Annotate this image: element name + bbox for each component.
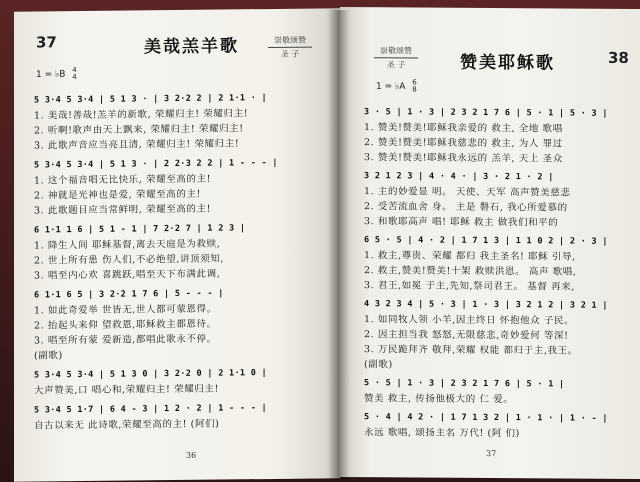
lyric-line: 2. 世上所有患 伤人们,不必绝望,讲顶须知, <box>34 253 224 267</box>
credit-category: 崇敬颂赞 <box>274 35 306 45</box>
lyric-line: 3. 此歌声音应当亮且清, 荣耀归主! 荣耀归主! <box>34 138 240 152</box>
notation-line: 5 · 5 | 1 · 3 | 2 3 2 1 7 6 | 5 · 1 | <box>364 378 565 390</box>
page-number: 37 <box>36 33 57 52</box>
folio: 36 <box>186 450 197 460</box>
lyric-line: 2. 受苦流血舍 身。 主是 磐石, 我心所爱慕的 <box>364 201 568 214</box>
lyric-line: 3. 此歌题目应当常鲜明, 荣耀至高的主! <box>34 203 212 217</box>
folio: 37 <box>486 448 497 459</box>
notation-line: 3 · 5 | 1 · 3 | 2 3 2 1 7 6 | 5 · 1 | 5 · 3 | <box>364 107 608 119</box>
notation-line: 5 3·4 5 3·4 | 5 1 3 0 | 3 2·2 0 | 2 1·1 0 | <box>34 368 267 381</box>
lyric-line: (副歌) <box>34 350 63 362</box>
notation-line: 5 3·4 5 3·4 | 5 1 3 · | 3 2·2 2 | 2 1·1 · | <box>34 93 267 106</box>
right-page <box>340 7 640 479</box>
lyric-line: 1. 这个福音唱无比快乐, 荣耀至高的主! <box>34 173 212 187</box>
lyric-line: 3. 赞美!赞美!耶稣我永远的 羔羊, 天上 圣众 <box>364 152 563 165</box>
key-label: 1 = ♭A <box>376 81 406 92</box>
lyric-line: 2. 神就是光神也是爱, 荣耀至高的主! <box>34 188 201 202</box>
lyric-line: 1. 赞美!赞美!耶稣我亲爱的 救主, 全地 歌唱 <box>364 122 563 135</box>
key-label: 1 = ♭B <box>36 69 66 80</box>
lyric-line: 2. 因主担当我 怒怒,无限慈悲,奇妙爱何 等深! <box>364 329 569 342</box>
lyric-line: 赞美 救主, 传扬他极大的 仁 爱。 <box>364 393 514 406</box>
hymn-credit <box>268 35 312 60</box>
hymn-title: 赞美耶稣歌 <box>460 52 555 74</box>
time-signature: 6 8 <box>412 78 417 94</box>
lyric-line: 3. 唱至所有蒙 爱新造,都唱此歌永不停。 <box>34 333 217 347</box>
lyric-line: 1. 主的妙爱显 明。 天使、天军 高声赞美慈悲 <box>364 186 571 199</box>
lyric-line: 自古以来无 此诗歌,荣耀至高的主! (阿们) <box>34 418 220 432</box>
lyric-line: 3. 万民跪拜齐 敬拜,荣耀 权能 都归于主,我王。 <box>364 344 578 357</box>
credit-category: 崇敬颂赞 <box>380 46 412 56</box>
notation-line: 6 1·1 6 5 | 3 2·2 1 7 6 | 5 - - - | <box>34 288 224 301</box>
notation-line: 5 3·4 5 1·7 | 6 4 - 3 | 1 2 · 2 | 1 - - - | <box>34 403 267 416</box>
lyric-line: 永远 歌唱, 颂扬主名 万代! (阿 们) <box>364 427 520 440</box>
lyric-line: 3. 君王,如冕 于主,先知,祭司君王。 基督 再来, <box>364 280 575 293</box>
left-page <box>14 8 340 481</box>
notation-line: 6 1·1 1 6 | 5 1 - 1 | 7 2·2 7 | 1 2 3 | <box>34 223 246 236</box>
book-gutter <box>328 10 350 480</box>
notation-line: 4 3 2 3 4 | 5 · 3 | 1 · 3 | 3 2 1 2 | 3 2 1 | <box>364 299 608 311</box>
hymn-title: 美哉羔羊歌 <box>144 36 239 58</box>
lyric-line: 1. 美哉!善哉!羔羊的新歌, 荣耀归主! 荣耀归主! <box>34 108 249 122</box>
lyric-line: 2. 赞美!赞美!耶稣我慈悲的 救主, 为人 罪过 <box>364 137 563 150</box>
lyric-line: 2. 抬起头来仰 望救恩,耶稣救主都恩待。 <box>34 318 217 332</box>
notation-line: 5 · 4 | 4 2 · | 1 7 1 3 2 | 1 · 1 · | 1 · - | <box>364 412 608 424</box>
page-number: 38 <box>608 48 629 67</box>
notation-line: 5 3·4 5 3·4 | 5 1 3 · | 2 2·3 2 2 | 1 - - - | <box>34 157 278 171</box>
key-signature <box>376 79 417 93</box>
notation-line: 6 5 · 5 | 4 · 2 | 1 7 1 3 | 1 1 0 2 | 2 · 3 | <box>364 235 608 247</box>
lyric-line: 1. 降生人间 耶稣基督,离去天庭是为救赎, <box>34 238 221 252</box>
credit-subject: 圣 子 <box>386 60 406 70</box>
key-signature <box>36 67 77 81</box>
hymn-credit <box>374 45 418 70</box>
lyric-line: (副歌) <box>364 359 393 371</box>
lyric-line: 1. 如同牧人领 小羊,因主终日 怀抱他众 子民。 <box>364 314 575 327</box>
lyric-line: 3. 和歌耶高声 唱! 耶稣 救主 做我们和平的 <box>364 216 559 229</box>
lyric-line: 1. 如此奇爱举 世皆无,世人都可蒙恩得。 <box>34 303 217 317</box>
notation-line: 3 2 1 2 3 | 4 · 4 · | 3 · 2 1 · 2 | <box>364 171 554 183</box>
lyric-line: 3. 唱至内心欢 喜跳跃,唱至天下布满此调, <box>34 268 221 282</box>
lyric-line: 2. 救主,赞美!赞美!十架 救赎洪恩。 高声 歌唱, <box>364 265 577 278</box>
lyric-line: 1. 救主,尊贵、荣耀 都归 我主圣名! 耶稣 引导, <box>364 250 576 263</box>
lyric-line: 2. 听啊!歌声由天上飘来, 荣耀归主! 荣耀归主! <box>34 123 244 137</box>
time-signature: 4 4 <box>72 66 77 82</box>
credit-subject: 圣 子 <box>280 49 300 59</box>
lyric-line: 大声赞美,口 唱心和,荣耀归主! 荣耀归主! <box>34 383 219 397</box>
